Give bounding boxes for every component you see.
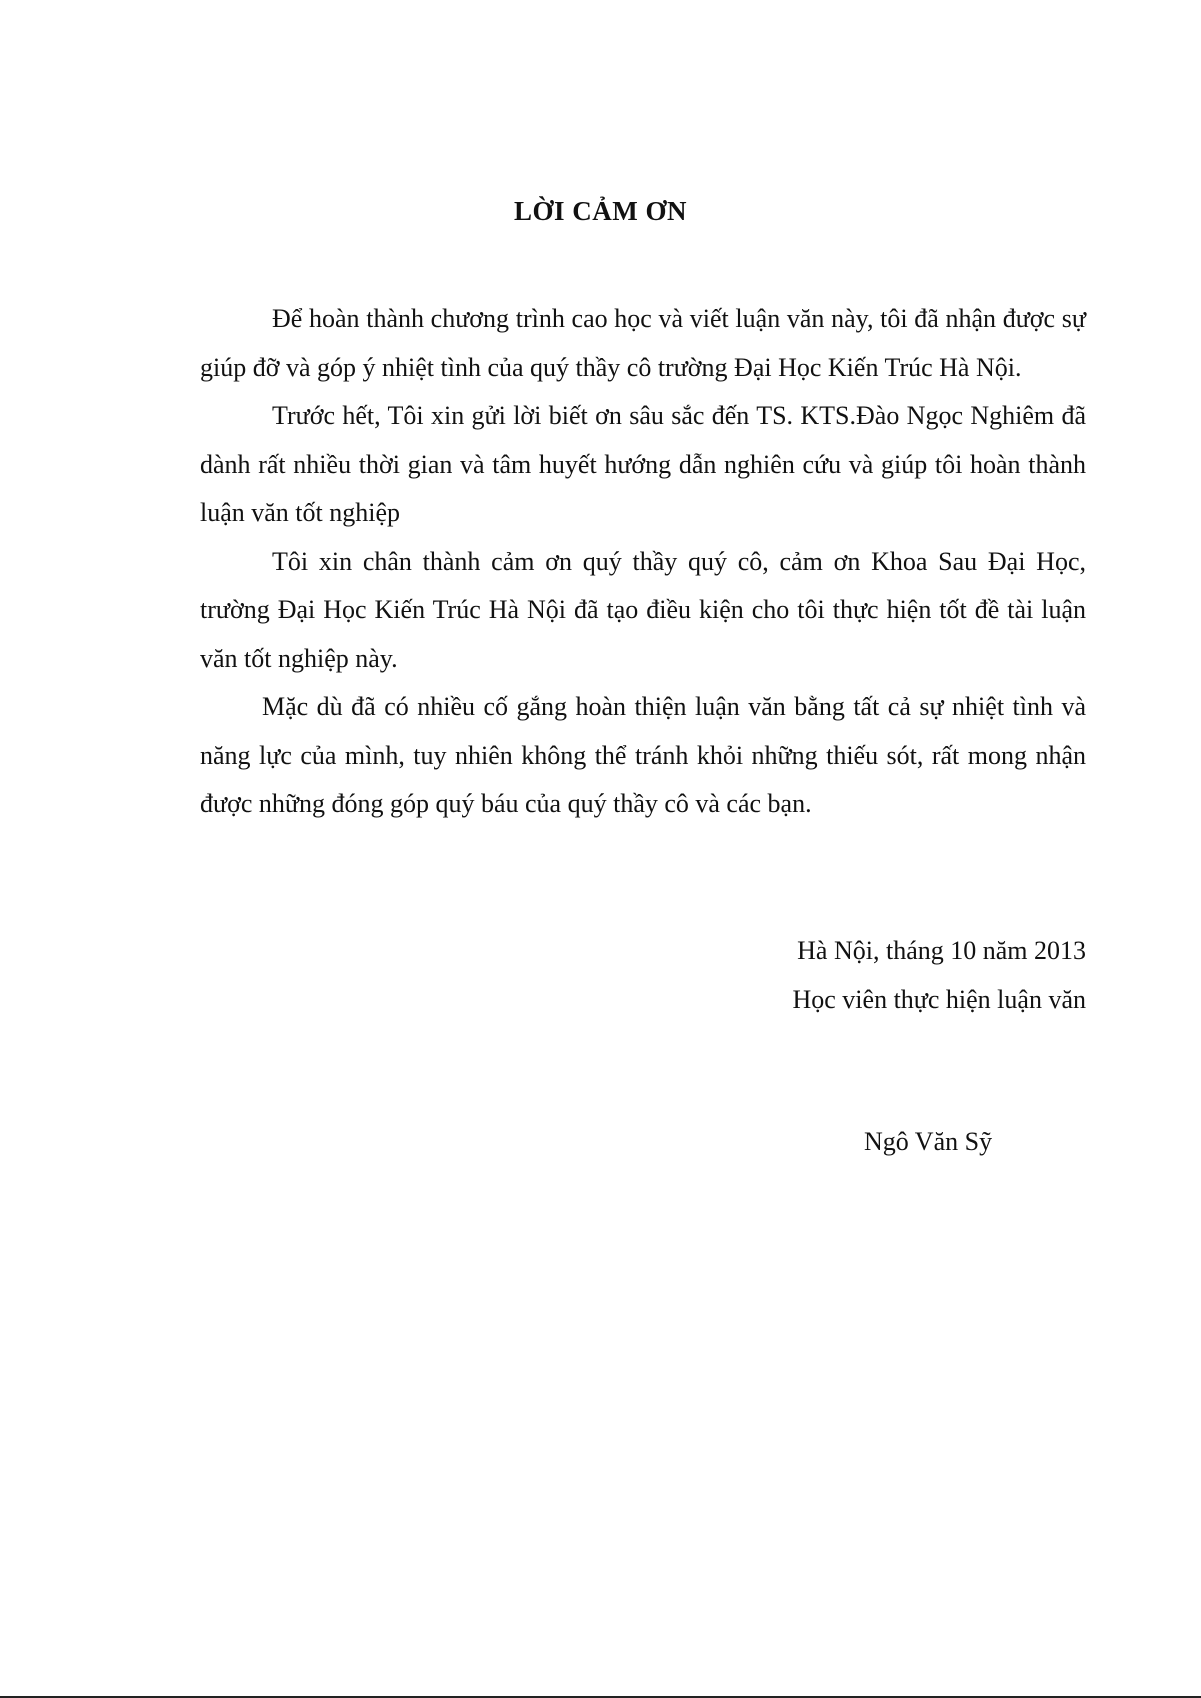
acknowledgement-body: [200, 295, 1086, 829]
paragraph-3: Tôi xin chân thành cảm ơn quý thầy quý cô, cảm ơn Khoa Sau Đại Học, trường Đại Học Kiến Trúc Hà Nội đã tạo điều kiện cho tôi thực hiện tốt đề tài luận văn tốt nghiệp này.: [200, 546, 1086, 673]
paragraph-4: Mặc dù đã có nhiều cố gắng hoàn thiện luận văn bằng tất cả sự nhiệt tình và năng lực của mình, tuy nhiên không thể tránh khỏi những thiếu sót, rất mong nhận được những đóng góp quý báu của quý thầy cô và các bạn.: [200, 692, 1086, 818]
signature-block: [792, 927, 1086, 1024]
signer-name: Ngô Văn Sỹ: [864, 1127, 993, 1156]
signer-role: Học viên thực hiện luận văn: [792, 984, 1086, 1014]
paragraph-1: Để hoàn thành chương trình cao học và viết luận văn này, tôi đã nhận được sự giúp đỡ và góp ý nhiệt tình của quý thầy cô trường Đại Học Kiến Trúc Hà Nội.: [200, 304, 1086, 382]
place-date: Hà Nội, tháng 10 năm 2013: [797, 936, 1086, 965]
paragraph-2: Trước hết, Tôi xin gửi lời biết ơn sâu sắc đến TS. KTS.Đào Ngọc Nghiêm đã dành rất nhiều thời gian và tâm huyết hướng dẫn nghiên cứu và giúp tôi hoàn thành luận văn tốt nghiệp: [200, 401, 1086, 527]
page-title: LỜI CẢM ƠN: [514, 196, 687, 226]
